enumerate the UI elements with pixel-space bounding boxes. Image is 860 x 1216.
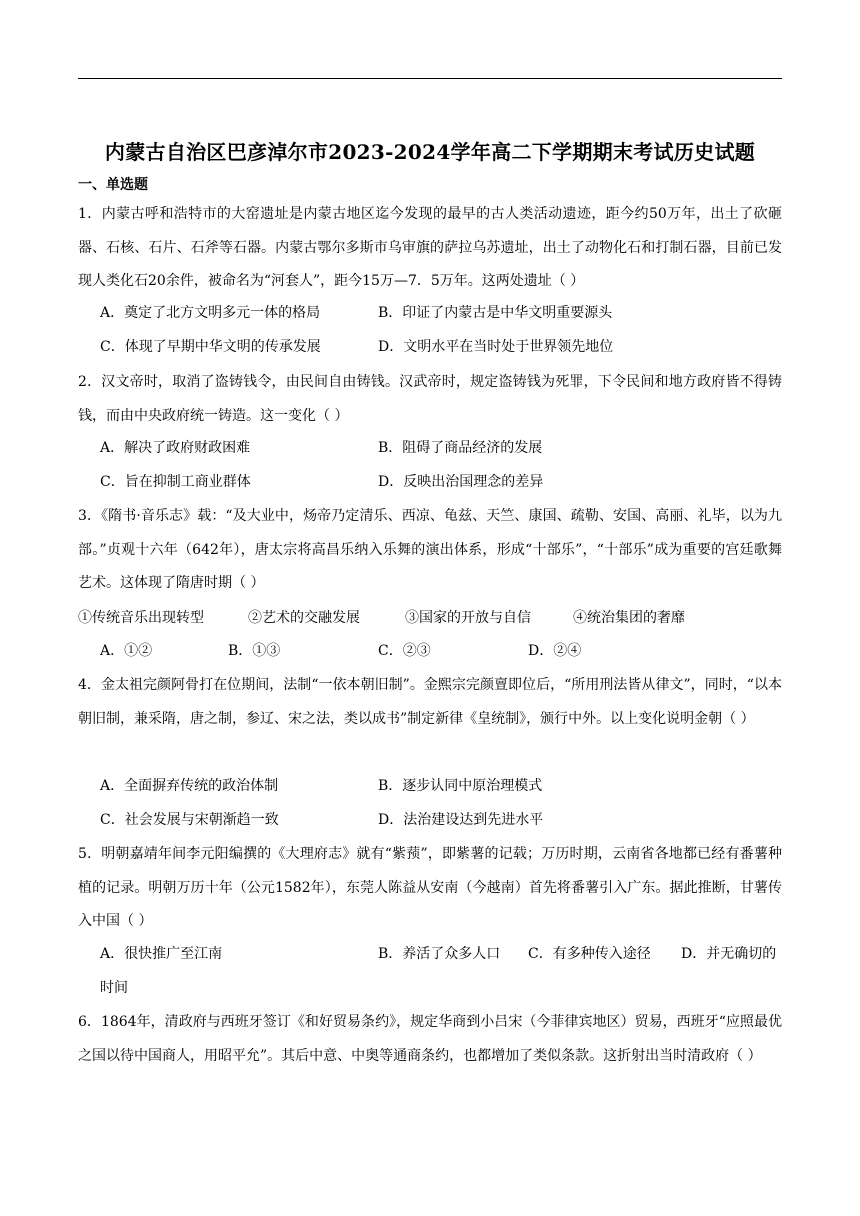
section-heading: 一、单选题 xyxy=(78,177,148,193)
question-4-stem: 4．金太祖完颜阿骨打在位期间，法制“一依本朝旧制”。金熙宗完颜亶即位后，“所用刑法皆从律文”，同时，“以本朝旧制，兼采隋，唐之制，参辽、宋之法，类以成书”制定新律《皇统制》，颁行中外。以上变化说明金朝（ ） xyxy=(78,677,782,727)
option-b[interactable]: B．逐步认同中原治理模式 xyxy=(378,778,543,794)
question-3-options xyxy=(100,634,790,668)
option-b[interactable]: B．阻碍了商品经济的发展 xyxy=(378,440,543,456)
page-title: 内蒙古自治区巴彦淖尔市2023-2024学年高二下学期期末考试历史试题 xyxy=(104,140,756,164)
option-c[interactable]: C．②③ xyxy=(378,643,431,659)
option-a[interactable]: A．①② xyxy=(100,643,153,659)
question-2-options xyxy=(100,431,790,499)
statement-1: ①传统音乐出现转型 xyxy=(78,610,204,626)
option-d-continuation: 时间 xyxy=(100,980,128,996)
option-b[interactable]: B．印证了内蒙古是中华文明重要源头 xyxy=(378,305,613,321)
option-a[interactable]: A．全面摒弃传统的政治体制 xyxy=(100,778,279,794)
statement-4: ④统治集团的奢靡 xyxy=(573,610,685,626)
option-d[interactable]: D．②④ xyxy=(528,643,582,659)
option-d[interactable]: D．文明水平在当时处于世界领先地位 xyxy=(378,339,614,355)
option-c[interactable]: C．有多种传入途径 xyxy=(528,946,651,962)
option-a[interactable]: A．很快推广至江南 xyxy=(100,946,223,962)
statement-2: ②艺术的交融发展 xyxy=(248,610,360,626)
statement-3: ③国家的开放与自信 xyxy=(405,610,531,626)
option-b[interactable]: B．①③ xyxy=(228,643,281,659)
question-4-options xyxy=(100,769,790,837)
question-5-options xyxy=(100,937,790,1005)
option-d[interactable]: D．法治建设达到先进水平 xyxy=(378,812,544,828)
option-c[interactable]: C．旨在抑制工商业群体 xyxy=(100,474,251,490)
option-d[interactable]: D．并无确切的 xyxy=(681,946,777,962)
question-5-stem: 5．明朝嘉靖年间李元阳编撰的《大理府志》就有“紫蓣”，即紫薯的记载；万历时期，云南省各地都已经有番薯种植的记录。明朝万历十年（公元1582年），东莞人陈益从安南（今越南）首先将番薯引入广东。据此推断，甘薯传入中国（ ） xyxy=(78,846,782,929)
option-d[interactable]: D．反映出治国理念的差异 xyxy=(378,474,544,490)
option-a[interactable]: A．解决了政府财政困难 xyxy=(100,440,251,456)
question-6-stem: 6．1864年，清政府与西班牙签订《和好贸易条约》，规定华商到小吕宋（今菲律宾地区）贸易，西班牙“应照最优之国以待中国商人，用昭平允”。其后中意、中奥等通商条约，也都增加了类似条款。这折射出当时清政府（ ） xyxy=(78,1014,782,1064)
question-3-stem: 3．《隋书·音乐志》载：“及大业中，炀帝乃定清乐、西凉、龟兹、天竺、康国、疏勒、安国、高丽、礼毕，以为九部。”贞观十六年（642年），唐太宗将高昌乐纳入乐舞的演出体系，形成“十部乐”，“十部乐”成为重要的宫廷歌舞艺术。这体现了隋唐时期（ ） xyxy=(78,508,782,591)
option-c[interactable]: C．体现了早期中华文明的传承发展 xyxy=(100,339,321,355)
question-1-options xyxy=(100,296,790,364)
question-1-stem: 1．内蒙古呼和浩特市的大窑遗址是内蒙古地区迄今发现的最早的古人类活动遗迹，距今约50万年，出土了砍砸器、石核、石片、石斧等石器。内蒙古鄂尔多斯市乌审旗的萨拉乌苏遗址，出土了动物化石和打制石器，目前已发现人类化石20余件，被命名为“河套人”，距今15万—7．5万年。这两处遗址（ ） xyxy=(78,206,782,289)
question-2-stem: 2．汉文帝时，取消了盗铸钱令，由民间自由铸钱。汉武帝时，规定盗铸钱为死罪，下令民间和地方政府皆不得铸钱，而由中央政府统一铸造。这一变化（ ） xyxy=(78,374,782,424)
option-a[interactable]: A．奠定了北方文明多元一体的格局 xyxy=(100,305,321,321)
option-c[interactable]: C．社会发展与宋朝渐趋一致 xyxy=(100,812,279,828)
option-b[interactable]: B．养活了众多人口 xyxy=(378,946,501,962)
header-rule xyxy=(78,78,782,79)
question-3-statements xyxy=(78,601,782,635)
